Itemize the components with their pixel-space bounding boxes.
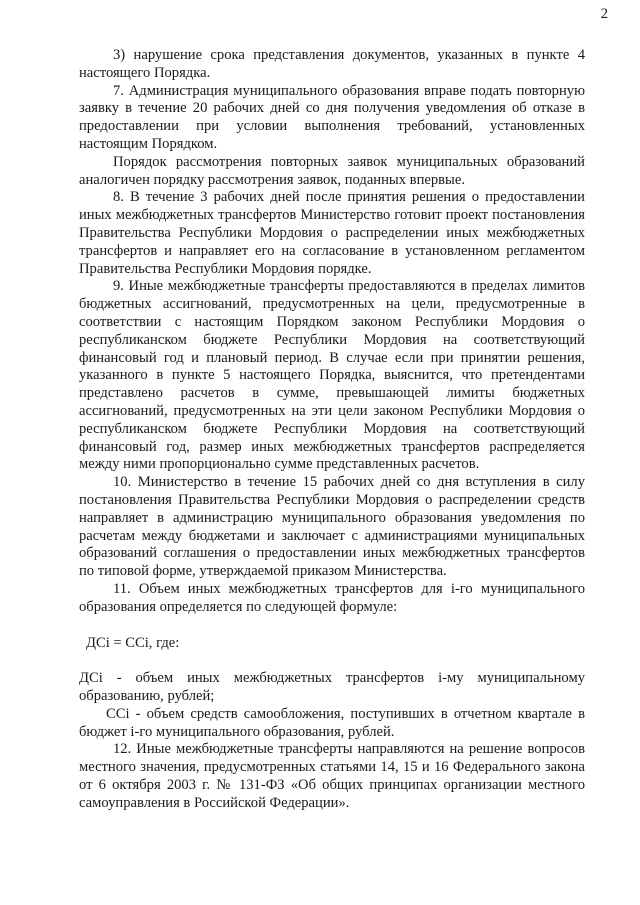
paragraph-9-transfer-limits: 9. Иные межбюджетные трансферты предоставляются в пределах лимитов бюджетных ассигнований, предусмотренных на цели, предусмотренные в соответствии с настоящим Порядком законом Республики Мордовия о республиканском бюджете Республики Мордовия на соответствующий финансовый год и плановый период. В случае если при принятии решения, указанного в пункте 5 настоящего Порядка, выяснится, что претендентами представлено расчетов в сумме, превышающей лимиты бюджетных ассигнований, предусмотренных на эти цели законом Республики Мордовия о республиканском бюджете Республики Мордовия на соответствующий финансовый год, размер иных межбюджетных трансфертов распределяется между ними пропорционально сумме представленных расчетов. bbox=[79, 278, 585, 473]
paragraph-7-repeat-application: 7. Администрация муниципального образования вправе подать повторную заявку в течение 20 рабочих дней со дня получения уведомления об отказе в предоставлении при условии выполнения требований, установленных настоящим Порядком. bbox=[79, 82, 585, 152]
paragraph-repeat-review-order: Порядок рассмотрения повторных заявок муниципальных образований аналогичен порядку рассмотрения заявок, поданных впервые. bbox=[79, 153, 585, 188]
formula-definition-cci: ССi - объем средств самообложения, поступивших в отчетном квартале в бюджет i-го муниципального образования, рублей. bbox=[79, 705, 585, 740]
document-body bbox=[79, 47, 585, 813]
paragraph-12-local-issues: 12. Иные межбюджетные трансферты направляются на решение вопросов местного значения, предусмотренных статьями 14, 15 и 16 Федерального закона от 6 октября 2003 г. № 131-ФЗ «Об общих принципах организации местного самоуправления в Российской Федерации». bbox=[79, 741, 585, 811]
paragraph-11-formula-intro: 11. Объем иных межбюджетных трансфертов для i-го муниципального образования определяется по следующей формуле: bbox=[79, 580, 585, 615]
formula: ДСi = ССi, где: bbox=[86, 634, 180, 651]
spacer bbox=[79, 617, 585, 635]
spacer bbox=[79, 652, 585, 670]
page-number: 2 bbox=[600, 6, 608, 22]
paragraph-item-3-violation: 3) нарушение срока представления документов, указанных в пункте 4 настоящего Порядка. bbox=[79, 47, 585, 81]
paragraph-8-draft-resolution: 8. В течение 3 рабочих дней после принятия решения о предоставлении иных межбюджетных трансфертов Министерство готовит проект постановления Правительства Республики Мордовия о распределении иных межбюджетных трансфертов и направляет его на согласование в установленном регламентом Правительства Республики Мордовия порядке. bbox=[79, 189, 585, 277]
paragraph-10-agreements: 10. Министерство в течение 15 рабочих дней со дня вступления в силу постановления Правительства Республики Мордовия о распределении средств направляет в администрацию муниципального образования уведомления по расчетам между бюджетами и заключает с администрациями муниципальных образований соглашения о предоставлении иных межбюджетных трансфертов по типовой форме, утверждаемой приказом Министерства. bbox=[79, 474, 585, 580]
formula-definition-dsi: ДСi - объем иных межбюджетных трансфертов i-му муниципальному образованию, рублей; bbox=[79, 670, 585, 705]
